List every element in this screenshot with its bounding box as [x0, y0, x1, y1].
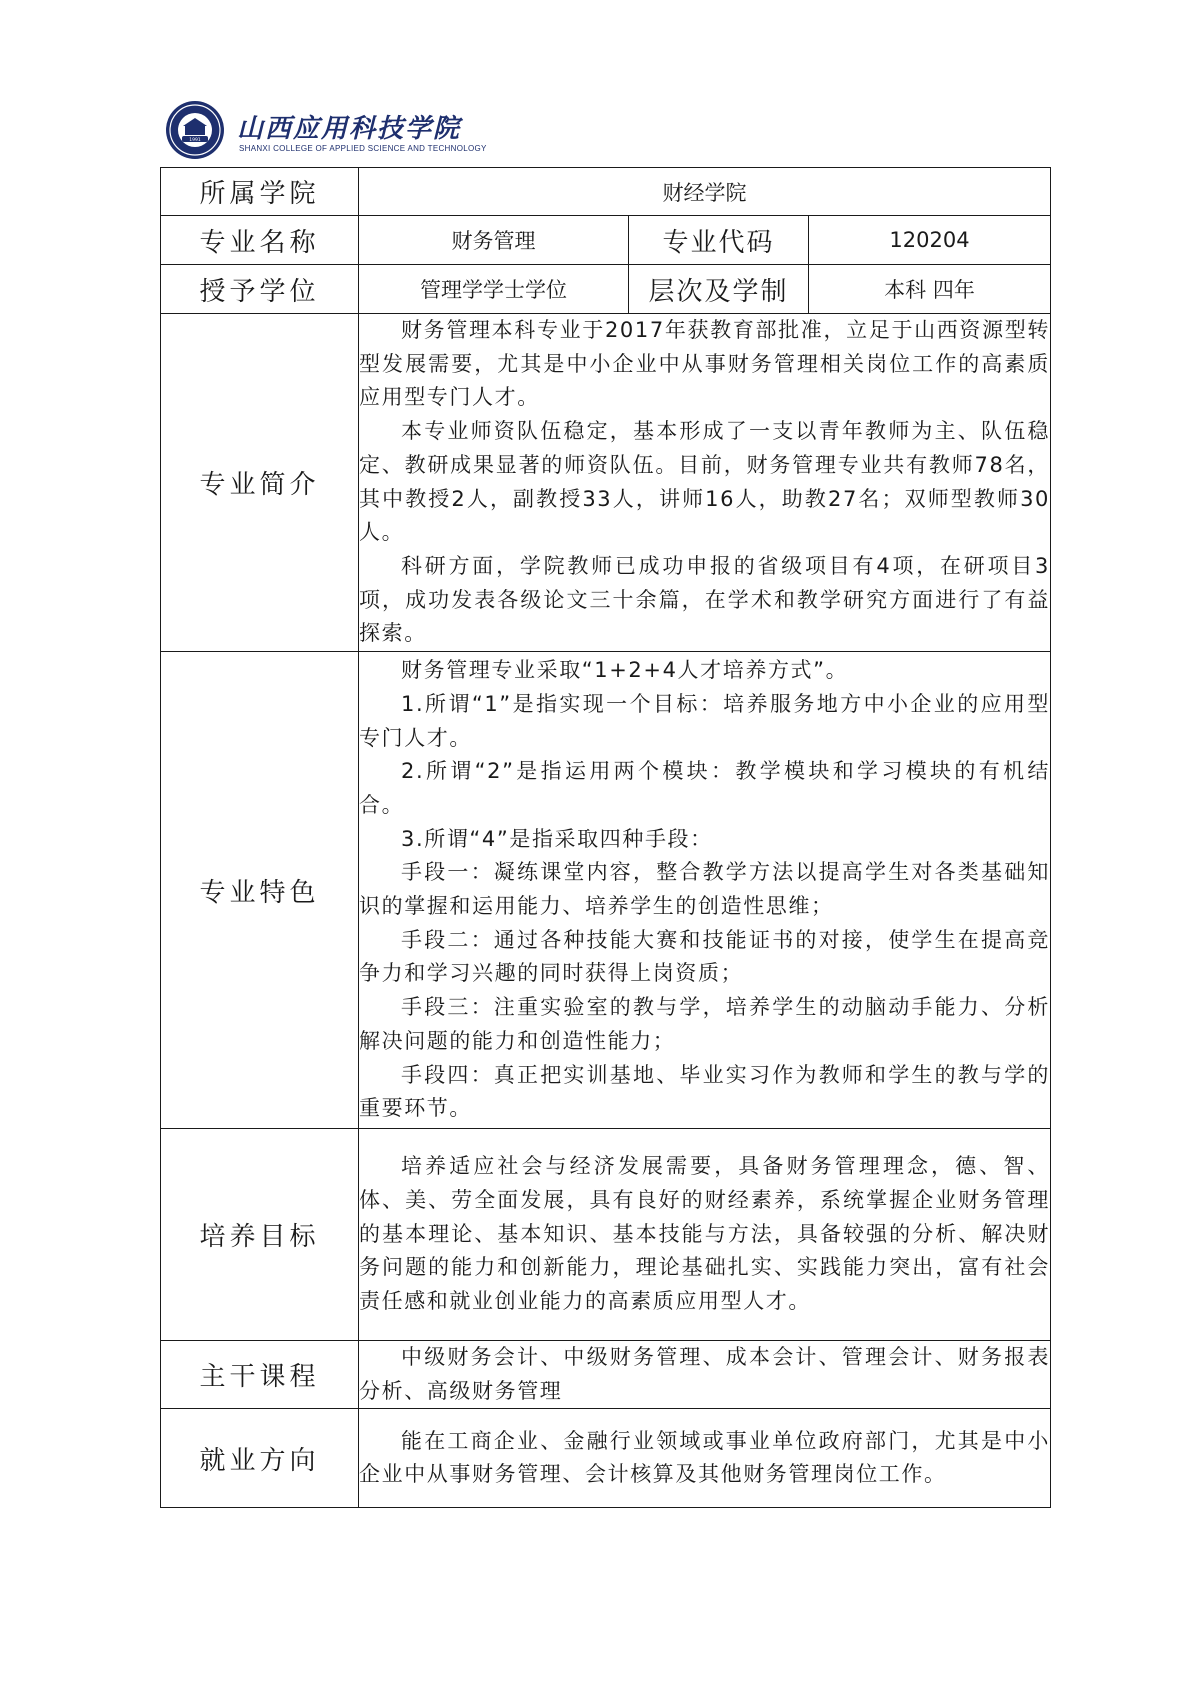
school-seal-icon [165, 100, 225, 160]
table-row [161, 168, 1051, 216]
feature-content [359, 652, 1051, 1129]
intro-content [359, 314, 1051, 652]
table-row [161, 1409, 1051, 1508]
intro-paragraph: 财务管理本科专业于2017年获教育部批准，立足于山西资源型转型发展需要，尤其是中小企业中从事财务管理相关岗位工作的高素质应用型专门人才。 [359, 318, 1051, 410]
table-row [161, 1129, 1051, 1341]
code-label: 专业代码 [629, 216, 809, 265]
intro-paragraph: 本专业师资队伍稳定，基本形成了一支以青年教师为主、队伍稳定、教研成果显著的师资队伍。目前，财务管理专业共有教师78名，其中教授2人，副教授33人，讲师16人，助教27名；双师型教师30人。 [359, 419, 1051, 545]
major-info-table [160, 167, 1051, 1508]
feature-paragraph: 2.所谓“2”是指运用两个模块：教学模块和学习模块的有机结合。 [359, 759, 1051, 817]
degree-value: 管理学学士学位 [359, 265, 629, 314]
table-row [161, 1341, 1051, 1409]
feature-paragraph: 手段一：凝练课堂内容，整合教学方法以提高学生对各类基础知识的掌握和运用能力、培养学生的创造性思维； [359, 860, 1051, 919]
college-label: 所属学院 [161, 168, 359, 216]
college-value: 财经学院 [359, 168, 1051, 216]
page-header [165, 100, 765, 160]
table-row [161, 265, 1051, 314]
seal-year: 1991 [189, 138, 201, 143]
goal-paragraph: 培养适应社会与经济发展需要，具备财务管理理念，德、智、体、美、劳全面发展，具有良好的财经素养，系统掌握企业财务管理的基本理论、基本知识、基本技能与方法，具备较强的分析、解决财务问题的能力和创新能力，理论基础扎实、实践能力突出，富有社会责任感和就业创业能力的高素质应用型人才。 [359, 1154, 1051, 1314]
table-row [161, 314, 1051, 652]
career-content [359, 1409, 1051, 1508]
goal-content [359, 1129, 1051, 1341]
feature-paragraph: 财务管理专业采取“1+2+4人才培养方式”。 [401, 658, 849, 683]
goal-label: 培养目标 [161, 1129, 359, 1341]
career-paragraph: 能在工商企业、金融行业领域或事业单位政府部门，尤其是中小企业中从事财务管理、会计核算及其他财务管理岗位工作。 [359, 1428, 1051, 1487]
level-label: 层次及学制 [629, 265, 809, 314]
intro-label: 专业简介 [161, 314, 359, 652]
degree-label: 授予学位 [161, 265, 359, 314]
feature-paragraph: 手段二：通过各种技能大赛和技能证书的对接，使学生在提高竞争力和学习兴趣的同时获得上岗资质； [359, 927, 1051, 986]
school-name-en: SHANXI COLLEGE OF APPLIED SCIENCE AND TECHNOLOGY [239, 144, 487, 153]
intro-paragraph: 科研方面，学院教师已成功申报的省级项目有4项，在研项目3项，成功发表各级论文三十余篇，在学术和教学研究方面进行了有益探索。 [359, 553, 1051, 646]
table-row [161, 652, 1051, 1129]
feature-paragraph: 手段四：真正把实训基地、毕业实习作为教师和学生的教与学的重要环节。 [359, 1062, 1051, 1121]
course-label: 主干课程 [161, 1341, 359, 1409]
feature-paragraph: 1.所谓“1”是指实现一个目标：培养服务地方中小企业的应用型专门人才。 [359, 691, 1051, 750]
feature-label: 专业特色 [161, 652, 359, 1129]
level-value: 本科 四年 [809, 265, 1051, 314]
table-row [161, 216, 1051, 265]
code-value: 120204 [809, 216, 1051, 265]
feature-paragraph: 手段三：注重实验室的教与学，培养学生的动脑动手能力、分析解决问题的能力和创造性能力； [359, 995, 1051, 1053]
course-paragraph: 中级财务会计、中级财务管理、成本会计、管理会计、财务报表分析、高级财务管理 [359, 1345, 1051, 1403]
career-label: 就业方向 [161, 1409, 359, 1508]
course-content [359, 1341, 1051, 1409]
feature-paragraph: 3.所谓“4”是指采取四种手段： [401, 826, 713, 851]
major-value: 财务管理 [359, 216, 629, 265]
major-label: 专业名称 [161, 216, 359, 265]
school-name: 山西应用科技学院 [237, 114, 462, 144]
